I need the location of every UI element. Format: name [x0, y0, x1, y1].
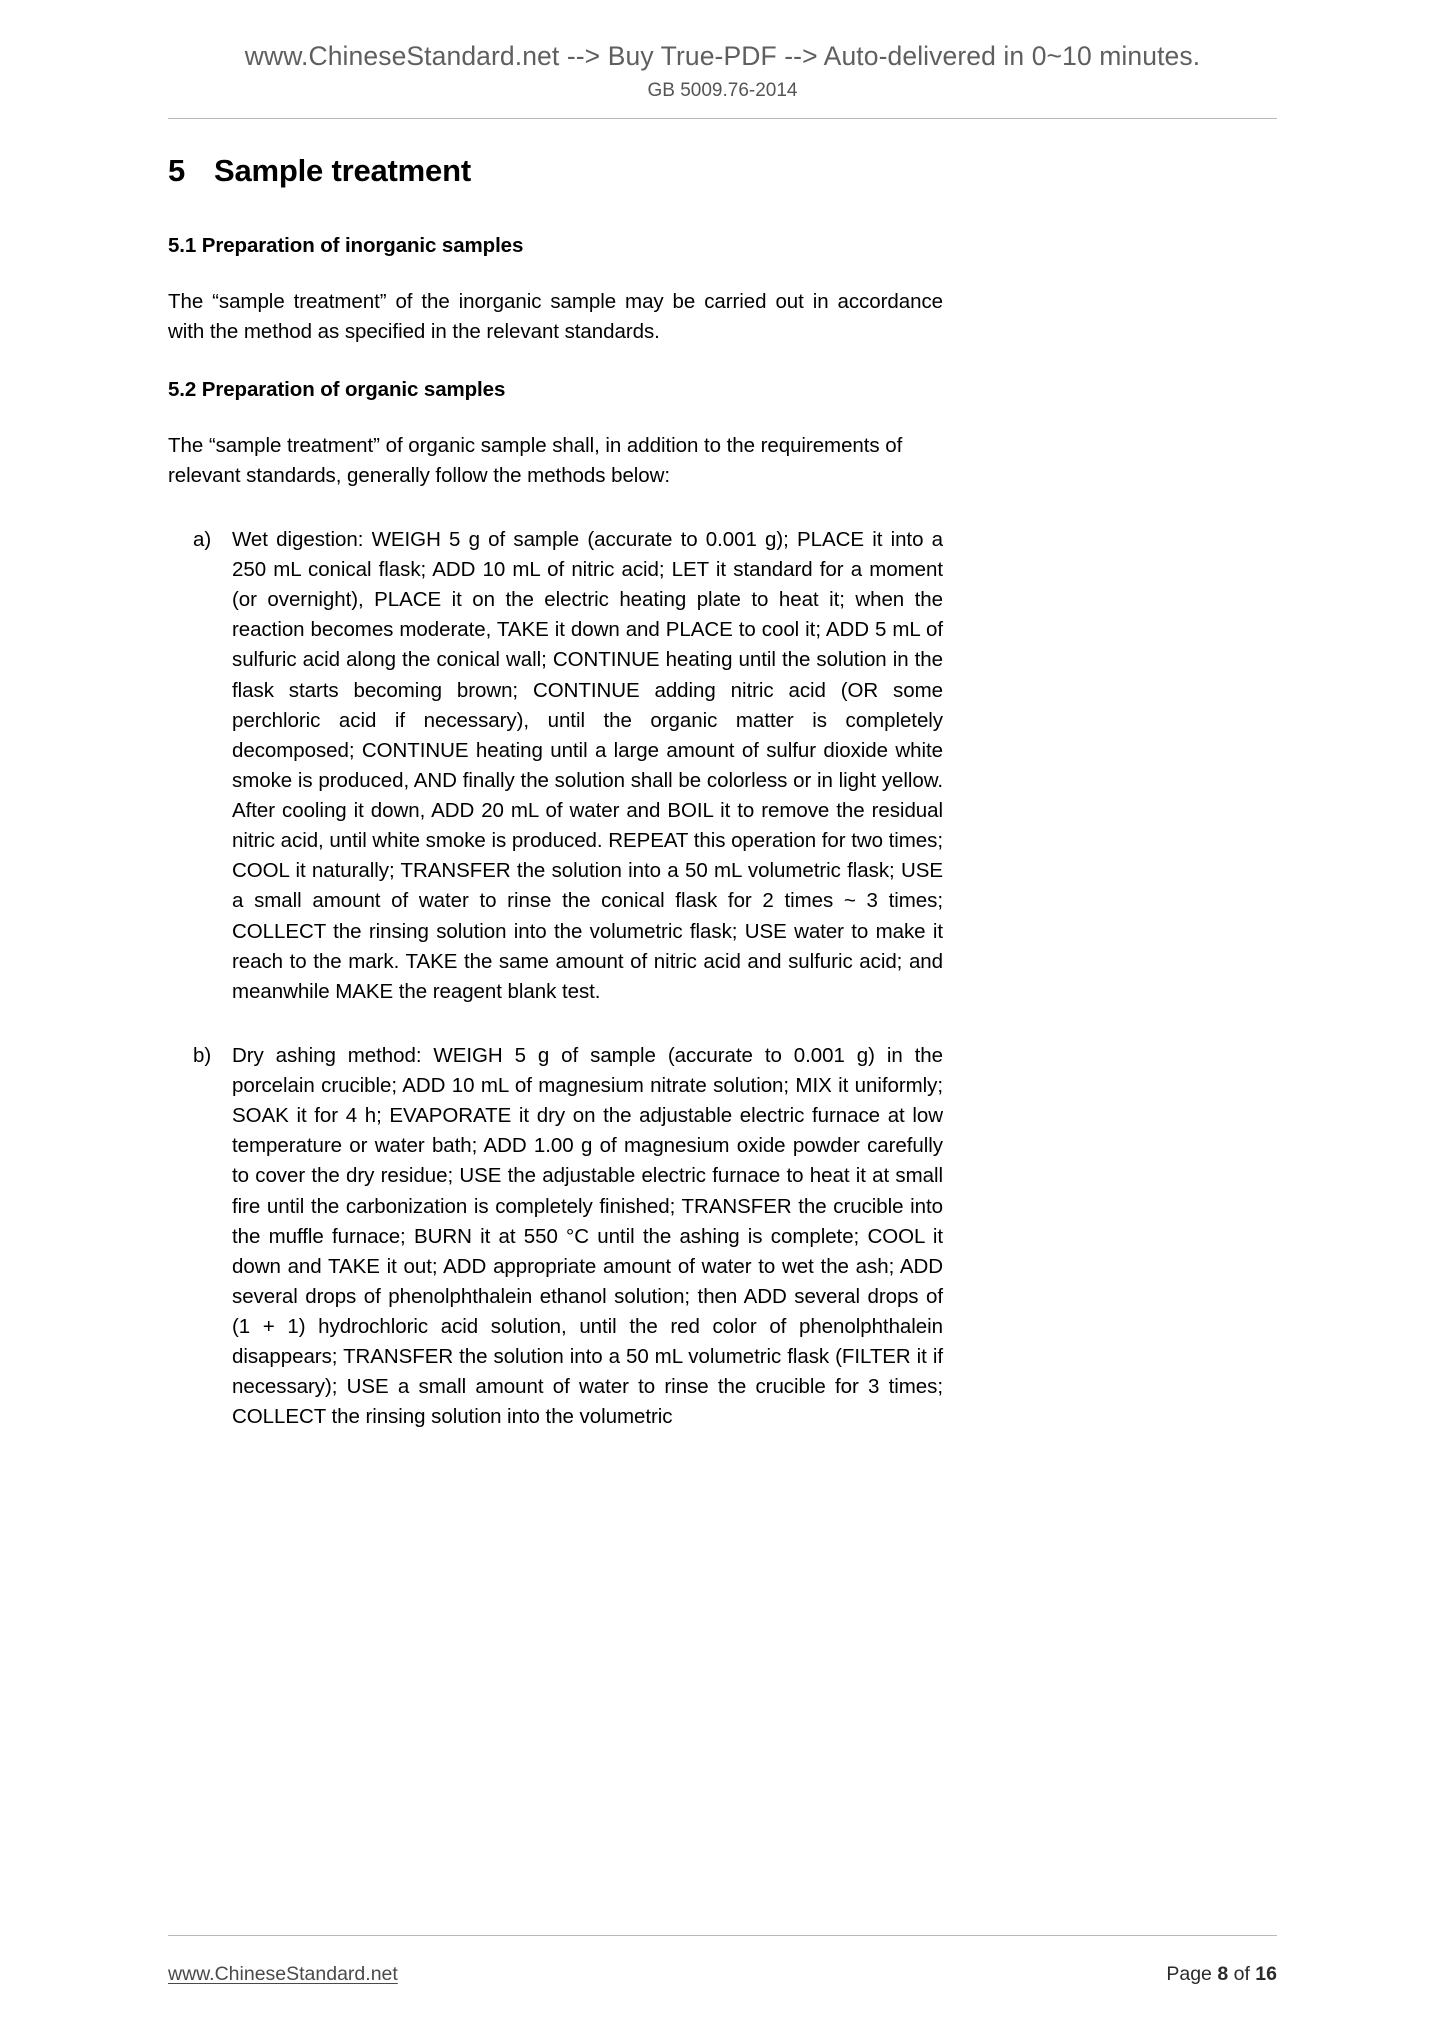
page-label-mid: of: [1233, 1963, 1250, 1985]
section-paragraph-5-1: The “sample treatment” of the inorganic sample may be carried out in accordance with the method as specified in the relevant standards.: [168, 289, 943, 343]
page-title: [168, 152, 943, 189]
list-item: [193, 1041, 943, 1433]
list-item-text: Wet digestion: WEIGH 5 g of sample (accurate to 0.001 g); PLACE it into a 250 mL conical flask; ADD 10 mL of nitric acid; LET it standard for a moment (or overnight), PLACE it on the electric heating plate to heat it; when the reaction becomes moderate, TAKE it down and PLACE to cool it; ADD 5 mL of sulfuric acid along the conical wall; CONTINUE heating until the solution in the flask starts becoming brown; CONTINUE adding nitric acid (OR some perchloric acid if necessary), until the organic matter is completely decomposed; CONTINUE heating until a large amount of sulfur dioxide white smoke is produced, AND finally the solution shall be colorless or in light yellow. After cooling it down, ADD 20 mL of water and BOIL it to remove the residual nitric acid, until white smoke is produced. REPEAT this operation for two times; COOL it naturally; TRANSFER the solution into a 50 mL volumetric flask; USE a small amount of water to rinse the conical flask for 2 times ~ 3 times; COLLECT the rinsing solution into the volumetric flask; USE water to make it reach to the mark. TAKE the same amount of nitric acid and sulfuric acid; and meanwhile MAKE the reagent blank test.: [232, 527, 943, 1003]
page-title-text: Sample treatment: [214, 153, 471, 188]
footer-divider: [168, 1935, 1277, 1936]
section-heading-5-1: 5.1 Preparation of inorganic samples: [168, 234, 524, 258]
list-item: [193, 525, 943, 1007]
page-current: 8: [1217, 1963, 1229, 1985]
page-title-number: 5: [168, 153, 186, 188]
list-item-text: Dry ashing method: WEIGH 5 g of sample (accurate to 0.001 g) in the porcelain crucible; ADD 10 mL of magnesium nitrate solution; MIX it uniformly; SOAK it for 4 h; EVAPORATE it dry on the adjustable electric furnace at low temperature or water bath; ADD 1.00 g of magnesium oxide powder carefully to cover the dry residue; USE the adjustable electric furnace to heat it at small fire until the carbonization is completely finished; TRANSFER the crucible into the muffle furnace; BURN it at 550 °C until the ashing is complete; COOL it down and TAKE it out; ADD appropriate amount of water to wet the ash; ADD several drops of phenolphthalein ethanol solution; then ADD several drops of (1 + 1) hydrochloric acid solution, until the red color of phenolphthalein disappears; TRANSFER the solution into a 50 mL volumetric flask (FILTER it if necessary); USE a small amount of water to rinse the crucible for 3 times; COLLECT the rinsing solution into the volumetric: [232, 1043, 943, 1429]
standard-code: GB 5009.76-2014: [647, 80, 798, 102]
page-number: [1166, 1963, 1277, 1986]
header-divider: [168, 118, 1277, 119]
list-item-marker: b): [193, 1043, 212, 1067]
section-heading-5-2: 5.2 Preparation of organic samples: [168, 378, 506, 402]
page-label-prefix: Page: [1166, 1963, 1212, 1985]
lettered-list: [168, 525, 943, 1433]
list-item-marker: a): [193, 527, 212, 551]
document-content: [168, 152, 943, 1433]
footer-site-link[interactable]: www.ChineseStandard.net: [168, 1963, 398, 1985]
page-footer: [168, 1963, 1277, 1986]
section-paragraph-5-2: The “sample treatment” of organic sample shall, in addition to the requirements of relevant standards, generally follow the methods below:: [168, 433, 903, 487]
watermark-header: [0, 40, 1445, 103]
watermark-promo-text: www.ChineseStandard.net --> Buy True-PDF --> Auto-delivered in 0~10 minutes.: [244, 41, 1201, 71]
page-total: 16: [1255, 1963, 1277, 1985]
